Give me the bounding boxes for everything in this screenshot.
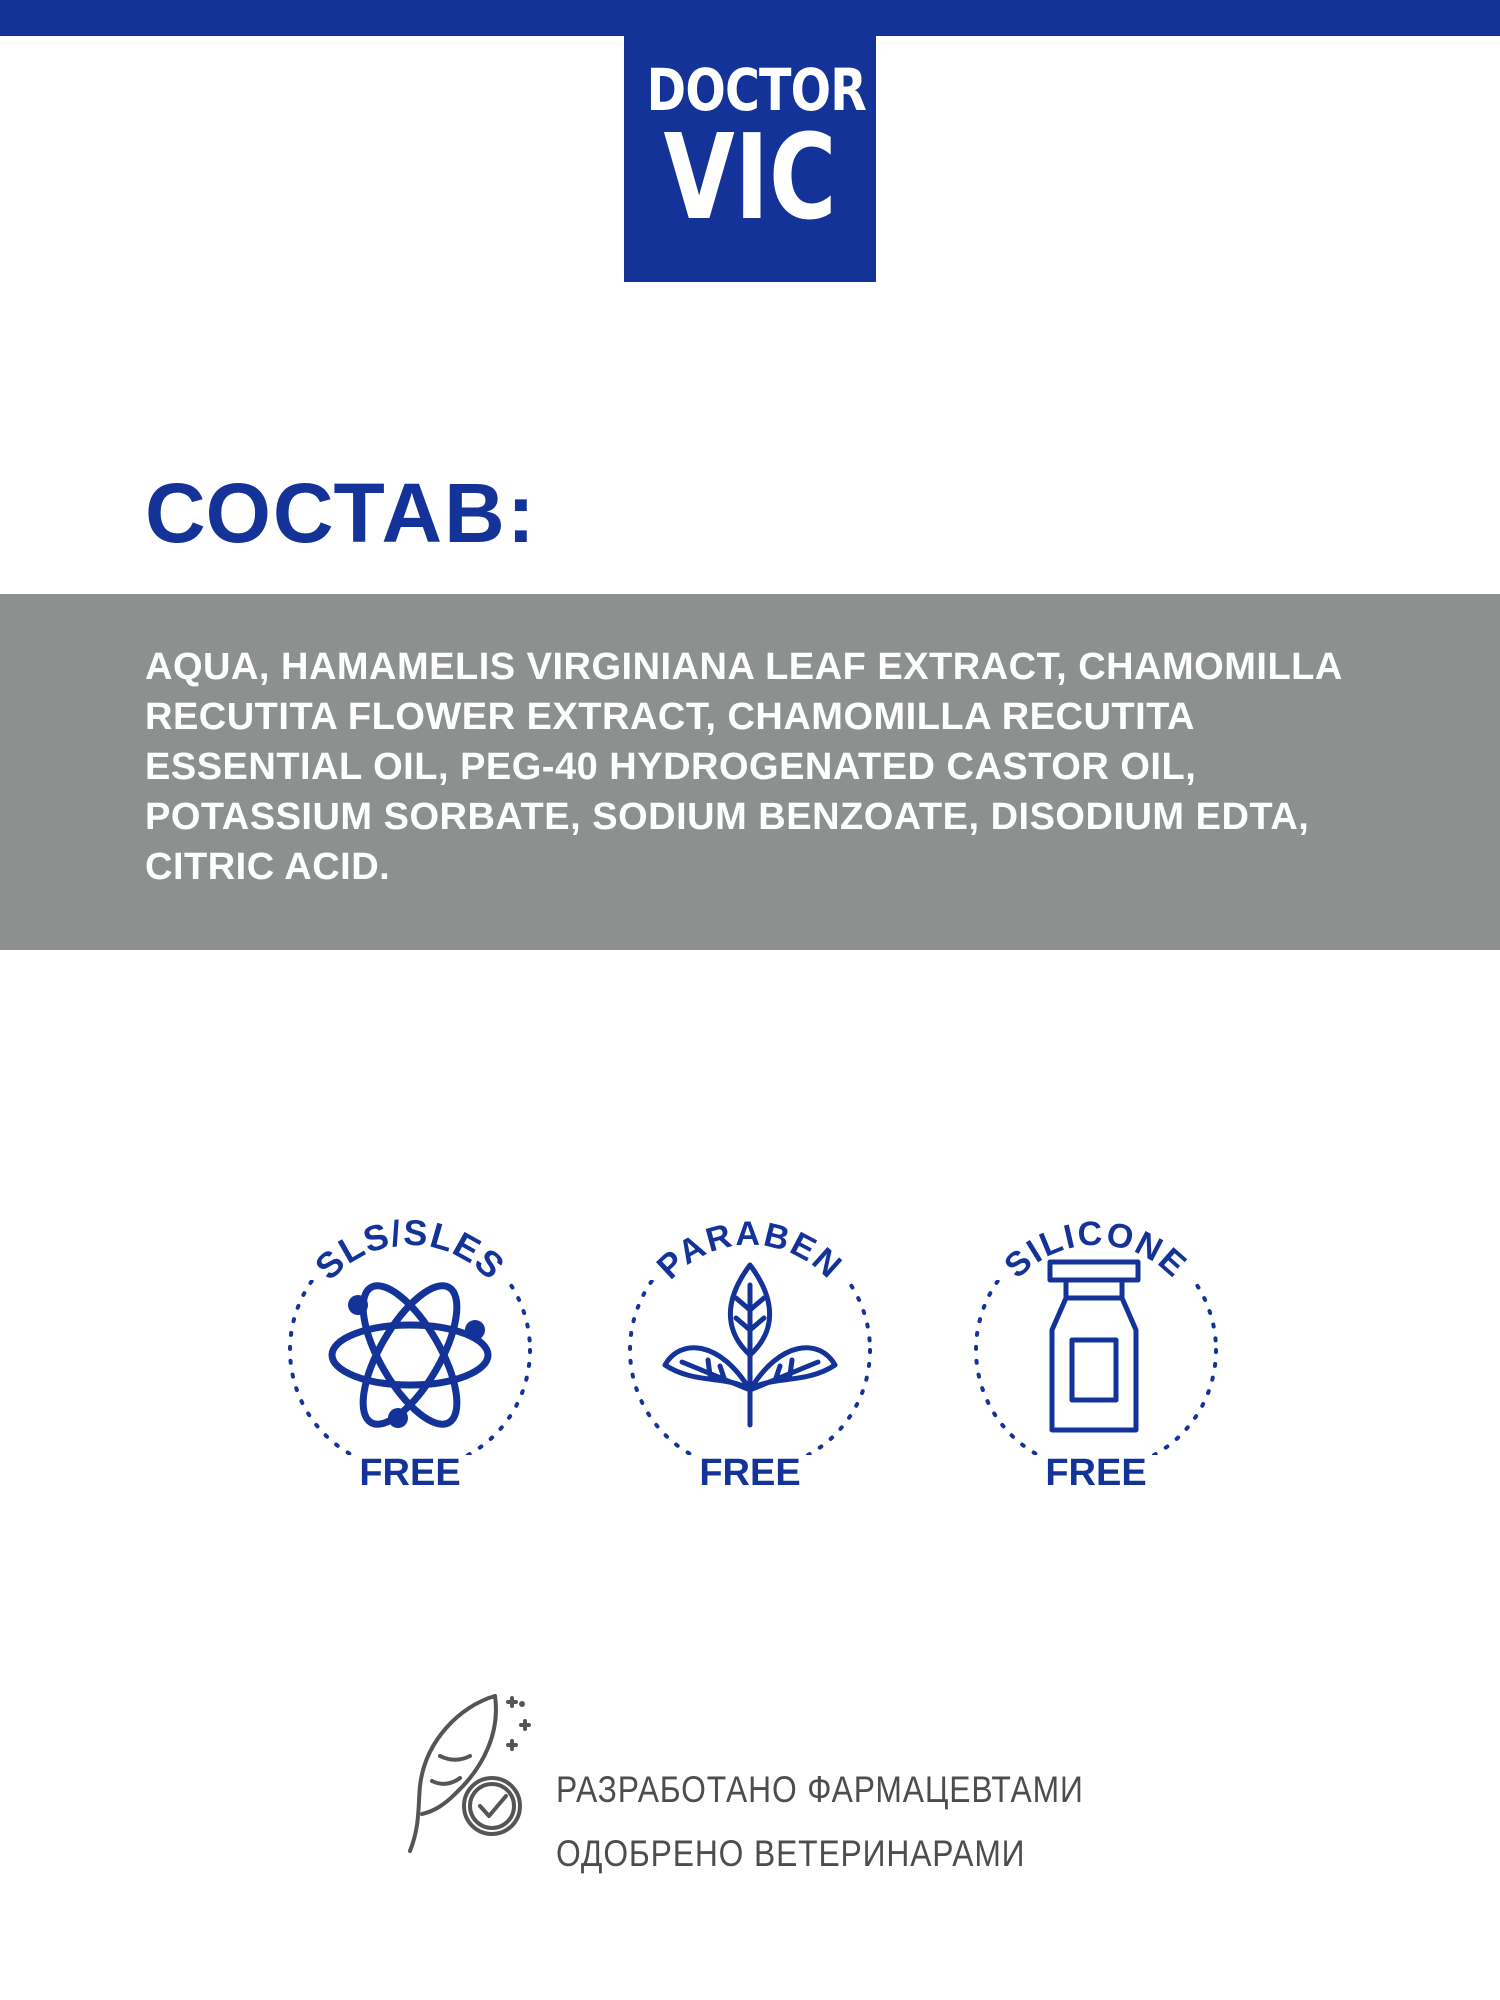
badge-bottom-label: FREE (1045, 1452, 1147, 1494)
leaves-icon (665, 1265, 835, 1425)
footer-line2: ОДОБРЕНО ВЕТЕРИНАРАМИ (556, 1833, 1026, 1874)
footer-claims (556, 1758, 1170, 1886)
badge-bottom-label: FREE (699, 1452, 801, 1494)
badge-top-label: SLS/SLES (306, 1211, 514, 1288)
badge-silicone-free (946, 1190, 1246, 1510)
composition-heading: СОСТАВ: (145, 466, 537, 560)
badge-top-label: PARABEN (649, 1214, 850, 1287)
badge-sls-free (260, 1190, 560, 1510)
badge-bottom-label: FREE (359, 1452, 461, 1494)
badge-top-label: SILICONE (997, 1214, 1195, 1286)
logo-line2: VIC (663, 108, 837, 246)
atom-icon (332, 1272, 488, 1437)
paraben-badge-graphic (600, 1190, 900, 1510)
ingredients-band (0, 594, 1500, 950)
footer-line1: РАЗРАБОТАНО ФАРМАЦЕВТАМИ (556, 1769, 1084, 1810)
badge-paraben-free (600, 1190, 900, 1510)
feather-check-icon (400, 1686, 540, 1856)
sls-badge-graphic (260, 1190, 560, 1510)
tube-icon (1050, 1262, 1138, 1430)
silicone-badge-graphic (946, 1190, 1246, 1510)
brand-logo (624, 0, 876, 282)
ingredients-text: AQUA, HAMAMELIS VIRGINIANA LEAF EXTRACT, CHAMOMILLA RECUTITA FLOWER EXTRACT, CHAMOMILLA RECUTITA ESSENTIAL OIL, PEG-40 HYDROGENATED CASTOR OIL, POTASSIUM SORBATE, SODIUM BENZOATE, DISODIUM EDTA, CITRIC ACID. (145, 646, 1342, 888)
logo-line1: DOCTOR (646, 56, 867, 124)
